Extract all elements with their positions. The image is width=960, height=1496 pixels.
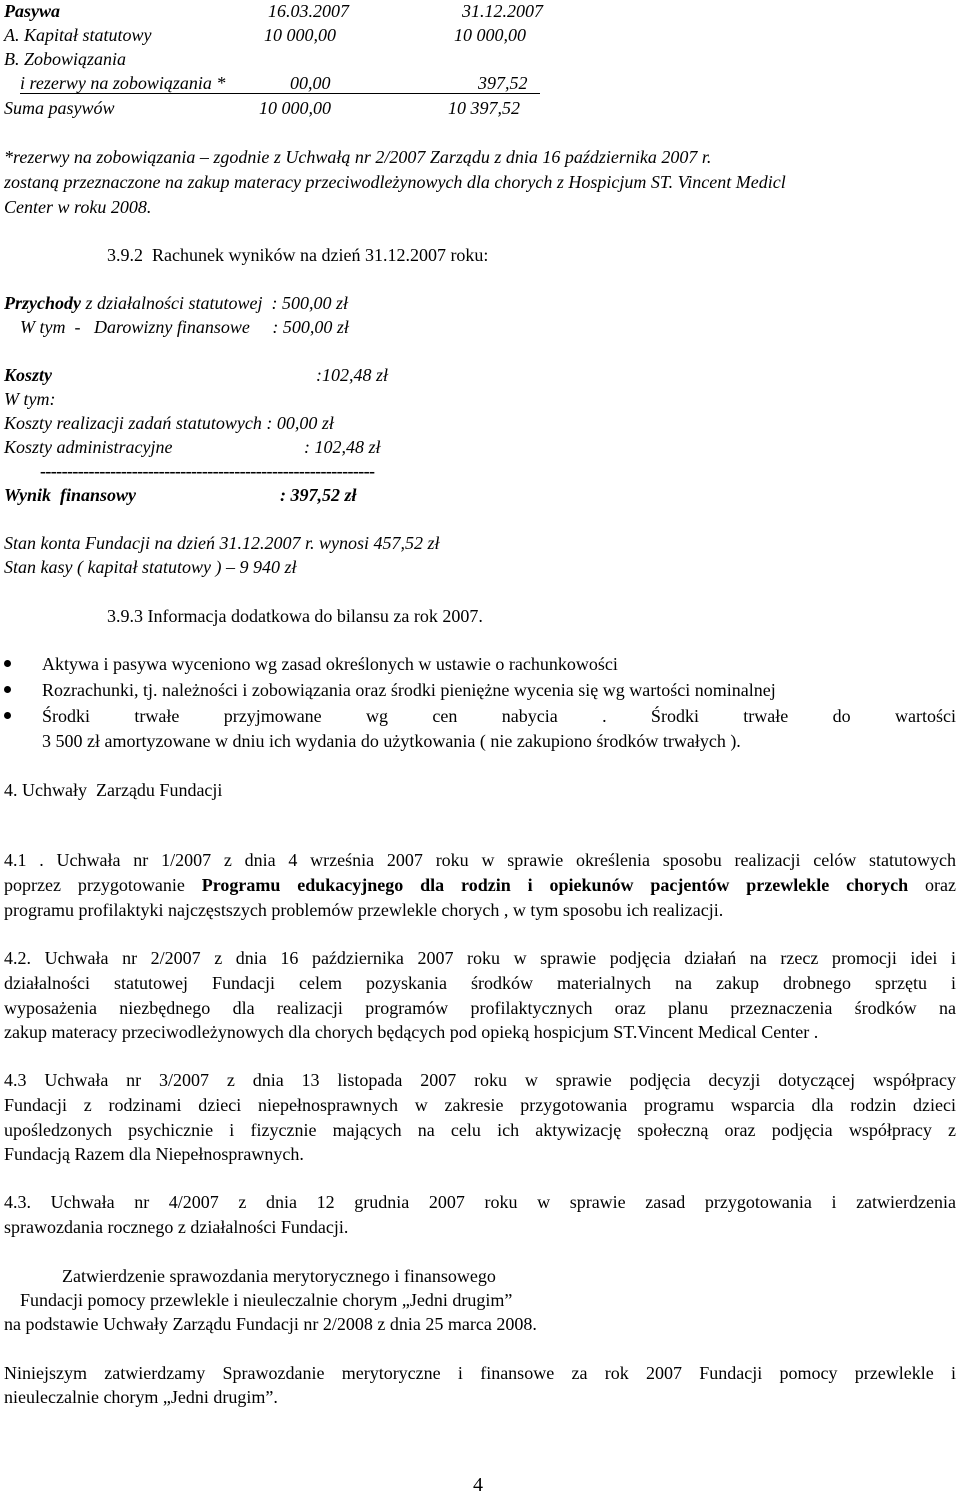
koszty-admin-label: Koszty administracyjne (4, 437, 173, 457)
paragraph-line: 4.2. Uchwała nr 2/2007 z dnia 16 października 2007 roku w sprawie podjęcia działań na rzecz promocji idei i (4, 948, 956, 968)
w-tym-line (20, 316, 349, 338)
paragraph-line: 4.3. Uchwała nr 4/2007 z dnia 12 grudnia 2007 roku w sprawie zasad przygotowania i zatwierdzenia (4, 1192, 956, 1212)
wynik-label: Wynik finansowy (4, 485, 137, 505)
bullet-icon (4, 686, 11, 693)
pasywa-row-label: Suma pasywów (4, 98, 115, 118)
paragraph-line: zakup materacy przeciwodleżynowych dla chorych będących pod opieką hospicjum ST.Vincent Medical Center . (4, 1022, 819, 1042)
closing-line: nieuleczalnie chorym „Jedni drugim”. (4, 1387, 278, 1407)
paragraph-line: Fundacją Razem dla Niepełnosprawnych. (4, 1144, 304, 1164)
section-heading-4: 4. Uchwały Zarządu Fundacji (4, 780, 223, 800)
koszty-w-tym: W tym: (4, 389, 56, 409)
closing-line: na podstawie Uchwały Zarządu Fundacji nr 2/2008 z dnia 25 marca 2008. (4, 1314, 537, 1334)
pasywa-date-start: 16.03.2007 (268, 1, 349, 21)
koszty-label: Koszty (4, 365, 53, 385)
text-span: poprzez przygotowanie (4, 875, 202, 895)
pasywa-row-label: B. Zobowiązania (4, 49, 127, 69)
przychody-line (4, 292, 348, 314)
section-heading-393: 3.9.3 Informacja dodatkowa do bilansu za rok 2007. (107, 606, 483, 626)
text-span: oraz (908, 875, 956, 895)
section-heading-392: 3.9.2 Rachunek wyników na dzień 31.12.2007 roku: (107, 245, 489, 265)
paragraph-line: programu profilaktyki najczęstszych problemów przewlekle chorych , w tym sposobu ich realizacji. (4, 900, 724, 920)
przychody-label: Przychody (4, 293, 81, 313)
page-number: 4 (473, 1474, 483, 1496)
pasywa-row-label: i rezerwy na zobowiązania * (20, 73, 226, 93)
pasywa-row-label: A. Kapitał statutowy (4, 25, 152, 45)
stan-konta: Stan konta Fundacji na dzień 31.12.2007 r. wynosi 457,52 zł (4, 533, 440, 553)
przychody-text: z działalności statutowej : 500,00 zł (80, 293, 348, 313)
pasywa-date-end: 31.12.2007 (462, 1, 543, 21)
koszty-admin-value: : 102,48 zł (304, 437, 381, 457)
pasywa-heading: Pasywa (4, 1, 60, 21)
paragraph-line: upośledzonych psychicznie i fizycznie mających na celu ich aktywizację społeczną oraz podjęcia współpracy z (4, 1120, 956, 1140)
bullet-item: Rozrachunki, tj. należności i zobowiązania oraz środki pieniężne wycenia się wg wartości nominalnej (42, 680, 776, 700)
bullet-item: Aktywa i pasywa wyceniono wg zasad określonych w ustawie o rachunkowości (42, 654, 618, 674)
closing-line: Fundacji pomocy przewlekle i nieuleczalnie chorym „Jedni drugim” (20, 1290, 513, 1310)
w-tym-label: W tym - (20, 317, 81, 337)
paragraph-line: wyposażenia niezbędnego dla realizacji programów profilaktycznych oraz planu przeznaczenia środków na (4, 998, 956, 1018)
closing-line: Zatwierdzenie sprawozdania merytorycznego i finansowego (62, 1266, 496, 1286)
pasywa-row-value-end: 10 000,00 (454, 25, 526, 45)
paragraph-line (4, 874, 956, 896)
paragraph-line: 4.3 Uchwała nr 3/2007 z dnia 13 listopada 2007 roku w sprawie podjęcia decyzji dotyczącej współpracy (4, 1070, 956, 1090)
pasywa-row-value-start: 10 000,00 (264, 25, 336, 45)
footnote-line: Center w roku 2008. (4, 197, 152, 217)
separator-line: -------------------------------------------------------------- (40, 461, 375, 481)
paragraph-line: 4.1 . Uchwała nr 1/2007 z dnia 4 września 2007 roku w sprawie określenia sposobu realizacji celów statutowych (4, 850, 956, 870)
bullet-icon (4, 660, 11, 667)
koszty-realizacji: Koszty realizacji zadań statutowych : 00,00 zł (4, 413, 334, 433)
pasywa-row-value-start: 00,00 (290, 73, 331, 93)
pasywa-row-value-end: 397,52 (478, 73, 528, 93)
closing-line: Niniejszym zatwierdzamy Sprawozdanie merytoryczne i finansowe za rok 2007 Fundacji pomocy przewlekle i (4, 1363, 956, 1383)
pasywa-row-value-start: 10 000,00 (259, 98, 331, 118)
paragraph-line: Fundacji z rodzinami dzieci niepełnosprawnych w zakresie przygotowania programu wsparcia dla rodzin dzieci (4, 1095, 956, 1115)
w-tym-text: Darowizny finansowe : 500,00 zł (80, 317, 349, 337)
table-underline (20, 93, 540, 94)
wynik-value: : 397,52 zł (280, 485, 357, 505)
koszty-value: :102,48 zł (316, 365, 388, 385)
bullet-item-continuation: 3 500 zł amortyzowane w dniu ich wydania do użytkowania ( nie zakupiono środków trwałych ). (42, 731, 741, 751)
footnote-line: zostaną przeznaczone na zakup materacy przeciwodleżynowych dla chorych z Hospicjum ST. Vincent Medicl (4, 172, 786, 192)
pasywa-row-value-end: 10 397,52 (448, 98, 520, 118)
footnote-line: *rezerwy na zobowiązania – zgodnie z Uchwałą nr 2/2007 Zarządu z dnia 16 października 2007 r. (4, 147, 712, 167)
bullet-icon (4, 712, 11, 719)
stan-kasy: Stan kasy ( kapitał statutowy ) – 9 940 zł (4, 557, 297, 577)
program-name: Programu edukacyjnego dla rodzin i opiekunów pacjentów przewlekle chorych (201, 875, 909, 895)
paragraph-line: działalności statutowej Fundacji celem pozyskania środków materialnych na zakup drobnego sprzętu i (4, 973, 956, 993)
bullet-item: Środki trwałe przyjmowane wg cen nabycia . Środki trwałe do wartości (42, 706, 956, 726)
paragraph-line: sprawozdania rocznego z działalności Fundacji. (4, 1217, 349, 1237)
